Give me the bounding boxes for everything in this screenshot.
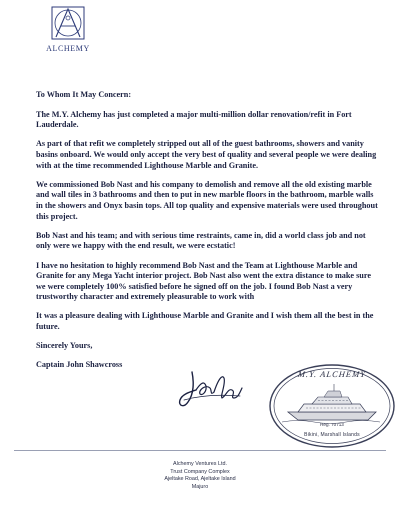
paragraph-1: The M.Y. Alchemy has just completed a major multi-million dollar renovation/refit in Fort Lauderdale. (36, 109, 352, 130)
paragraph-5: I have no hesitation to highly recommend Bob Nast and the Team at Lighthouse Marble and Granite for any Mega Yacht interior project. Bob Nast also went the extra distance to make sure we were completely 100% satisfied before he signed off on the job. I found Bob Nast a very trustworthy character and extremely pleasurable to work with (36, 260, 371, 302)
closing: Sincerely Yours, (36, 341, 93, 351)
footer-company: Alchemy Ventures Ltd. (173, 461, 227, 467)
handwritten-signature (170, 366, 250, 416)
footer-divider (14, 450, 386, 451)
footer-city: Majuro (191, 483, 209, 490)
logo-text: ALCHEMY (46, 44, 90, 53)
letter-body (36, 90, 382, 380)
yacht-stamp (268, 362, 396, 450)
footer-address (0, 461, 400, 491)
paragraph-2: As part of that refit we completely stripped out all of the guest bathrooms, showers and vanity basins onboard. We would only accept the very best of quality and several people we were dealing with at the time recommended Lighthouse Marble and Granite. (36, 139, 377, 170)
paragraph-4: Bob Nast and his team; and with serious time restraints, came in, did a world class job and not only were we happy with the end result, we were ecstatic! (36, 230, 366, 251)
paragraph-3: We commissioned Bob Nast and his company to demolish and remove all the old existing marble and wall tiles in 3 bathrooms and then to put in new marble floors in the bathroom, marble walls in the showers and Onyx basin tops. All top quality and expensive materials were used throughout this project. (36, 179, 378, 221)
stamp-location: Bikini, Marshall Islands (304, 432, 360, 438)
stamp-title: M.Y. ALCHEMY (297, 369, 367, 379)
signatory: Captain John Shawcross (36, 360, 123, 370)
footer-building: Trust Company Complex (170, 468, 230, 475)
alchemy-logo (38, 6, 98, 60)
salutation: To Whom It May Concern: (36, 90, 132, 99)
alchemy-emblem-icon (51, 6, 85, 44)
stamp-registration: Reg. 70713 (320, 422, 344, 427)
paragraph-6: It was a pleasure dealing with Lighthouse Marble and Granite and I wish them all the best in the future. (36, 311, 374, 332)
footer-road: Ajeltake Road, Ajeltake Island (164, 476, 236, 483)
